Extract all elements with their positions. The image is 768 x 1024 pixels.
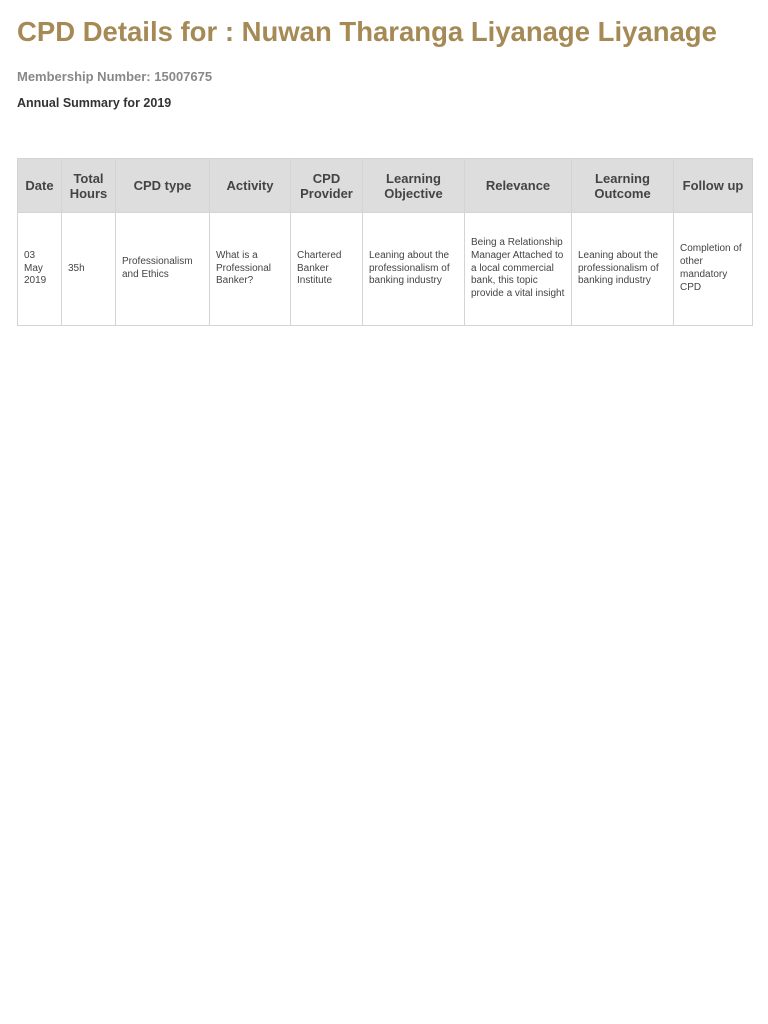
cell-learning-outcome: Leaning about the professionalism of banking industry <box>572 213 674 326</box>
cell-total-hours: 35h <box>62 213 116 326</box>
header-learning-objective: Learning Objective <box>363 159 465 213</box>
membership-label: Membership Number: <box>17 69 151 84</box>
annual-summary-heading: Annual Summary for 2019 <box>17 96 172 110</box>
header-total-hours: Total Hours <box>62 159 116 213</box>
cell-learning-objective: Leaning about the professionalism of banking industry <box>363 213 465 326</box>
cell-date: 03 May 2019 <box>18 213 62 326</box>
cell-cpd-type: Professionalism and Ethics <box>116 213 210 326</box>
cpd-table <box>17 158 753 326</box>
membership-number: 15007675 <box>154 69 213 84</box>
cell-relevance: Being a Relationship Manager Attached to a local commercial bank, this topic provide a vital insight <box>465 213 572 326</box>
header-relevance: Relevance <box>465 159 572 213</box>
table-row <box>18 213 753 326</box>
cell-cpd-provider: Chartered Banker Institute <box>291 213 363 326</box>
page-title: CPD Details for : Nuwan Tharanga Liyanage Liyanage <box>17 16 717 47</box>
cell-follow-up: Completion of other mandatory CPD <box>674 213 753 326</box>
header-learning-outcome: Learning Outcome <box>572 159 674 213</box>
header-follow-up: Follow up <box>674 159 753 213</box>
membership-number-line <box>17 68 212 86</box>
header-cpd-type: CPD type <box>116 159 210 213</box>
table-header-row <box>18 159 753 213</box>
header-date: Date <box>18 159 62 213</box>
header-activity: Activity <box>210 159 291 213</box>
cell-activity: What is a Professional Banker? <box>210 213 291 326</box>
header-cpd-provider: CPD Provider <box>291 159 363 213</box>
